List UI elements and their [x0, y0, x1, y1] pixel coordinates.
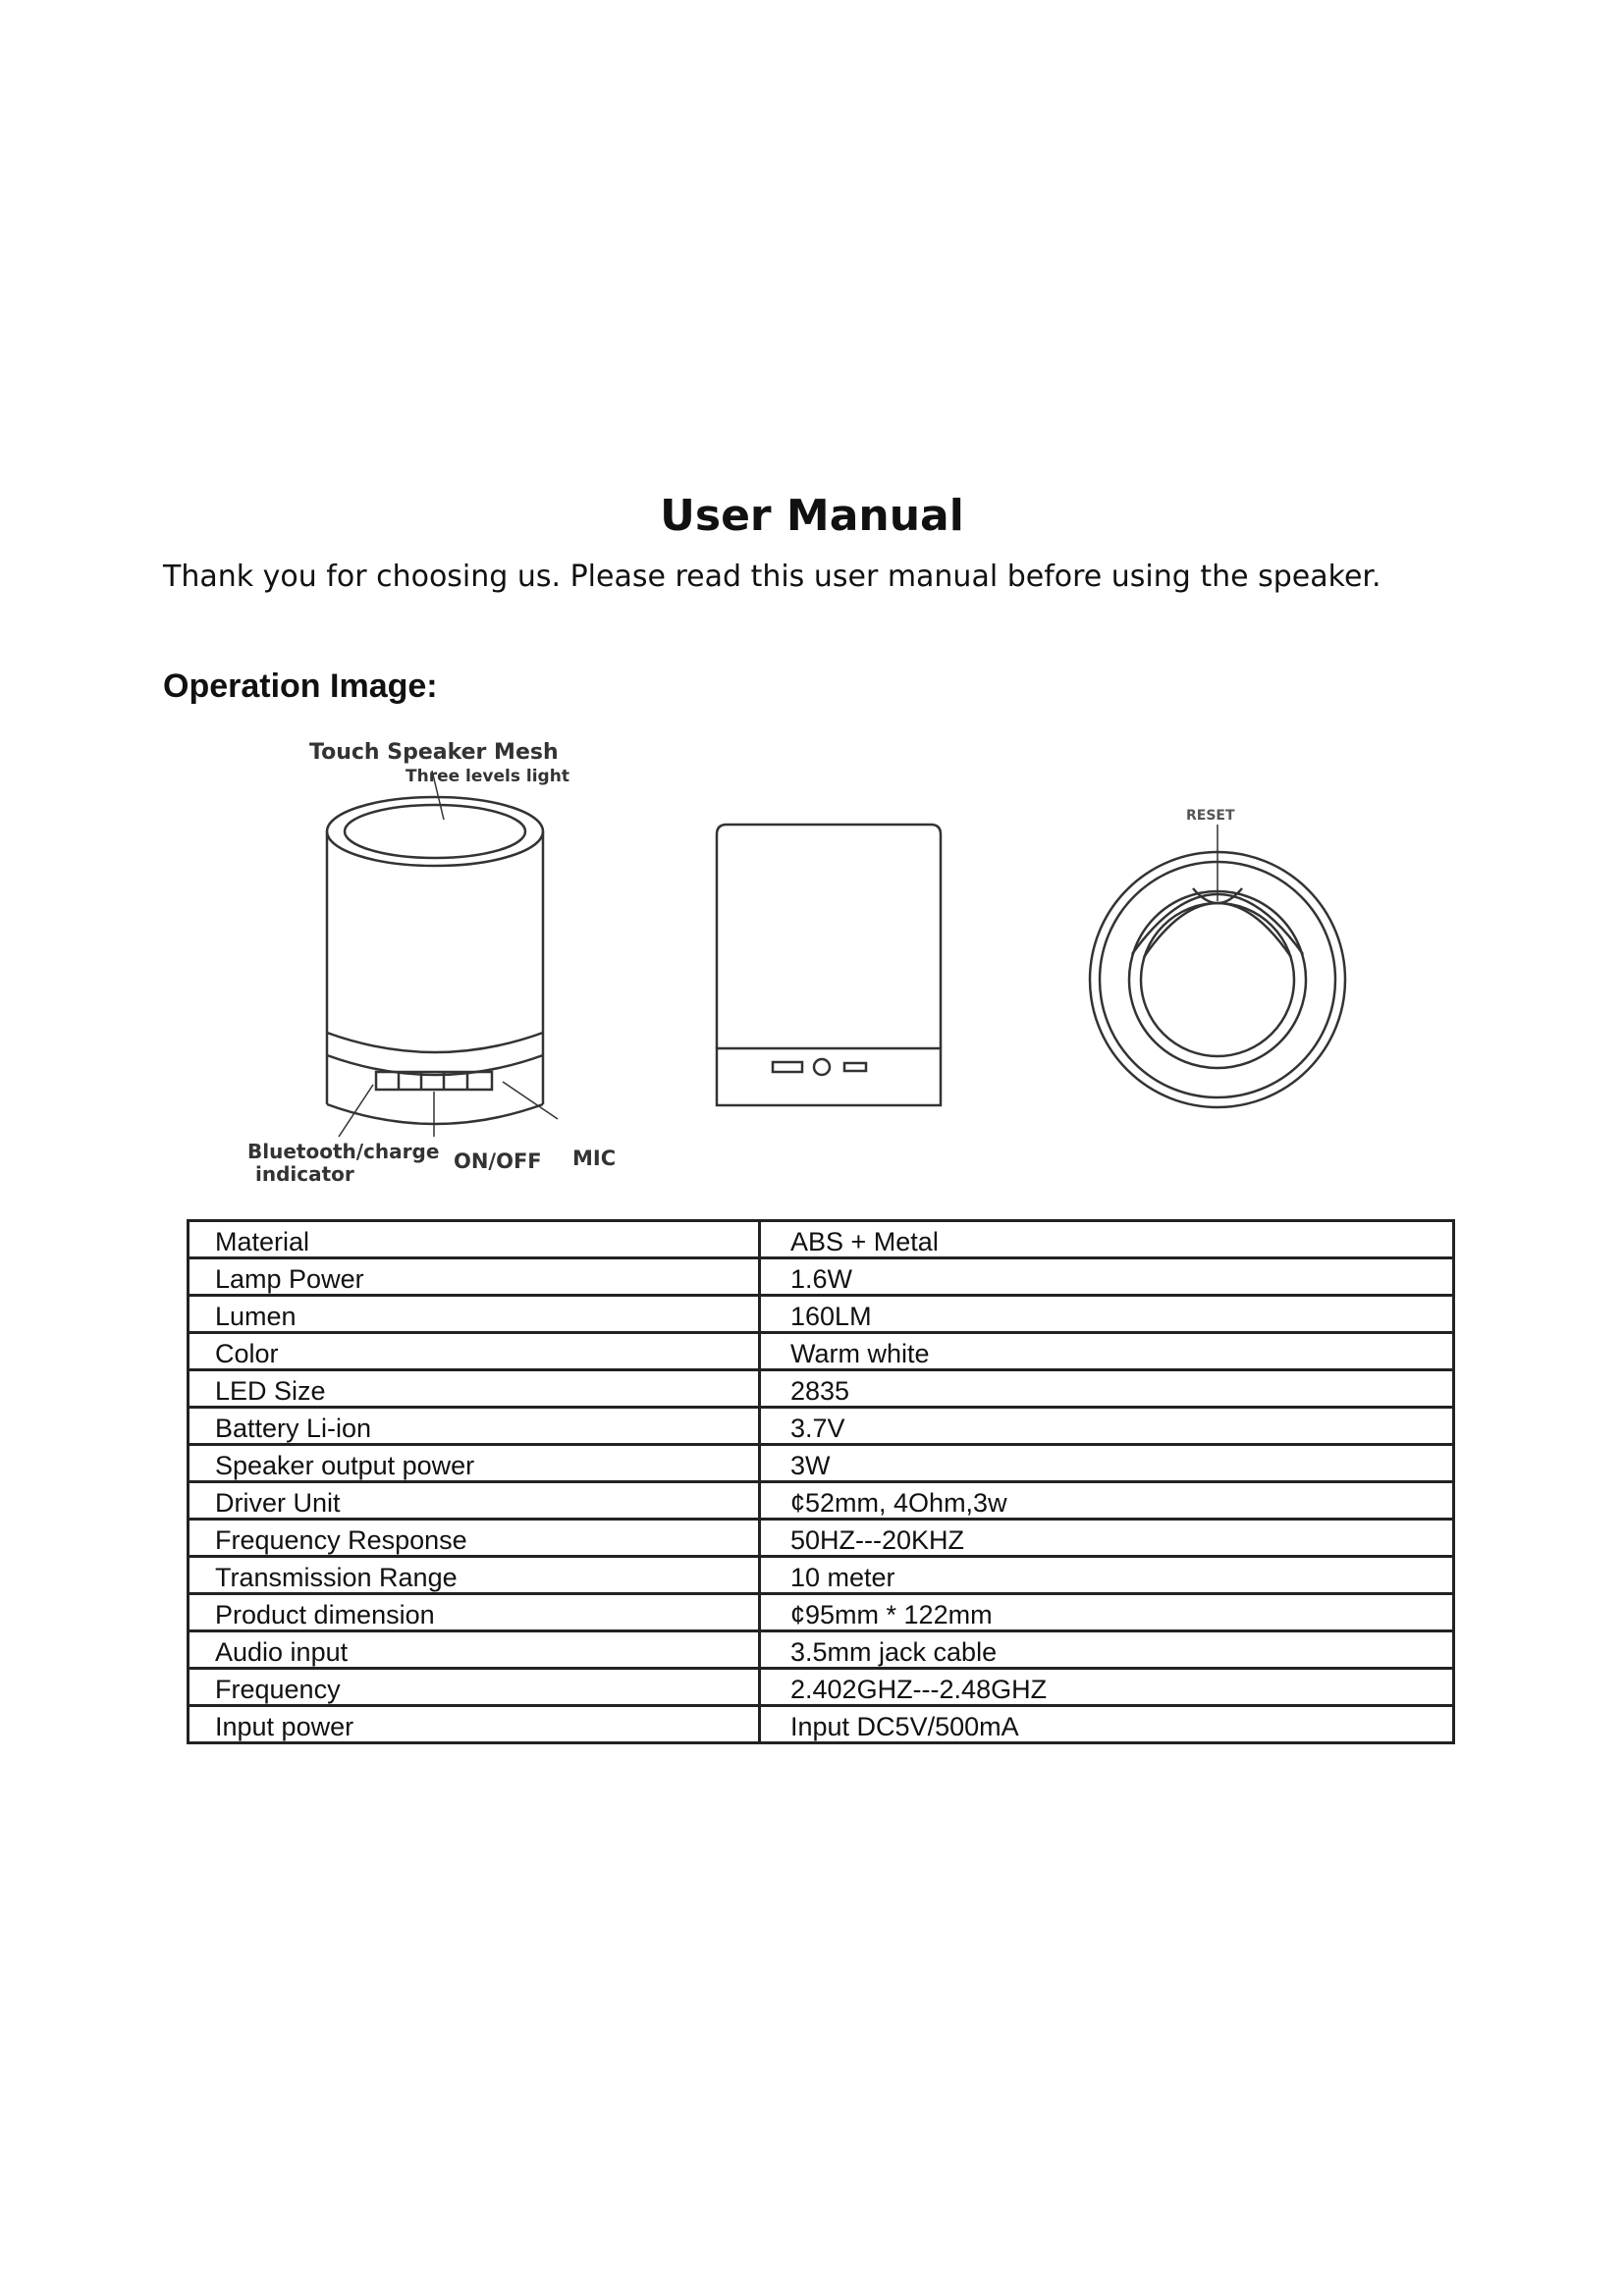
table-row — [189, 1370, 1454, 1408]
operation-diagram — [226, 726, 1404, 1198]
spec-label: Frequency Response — [189, 1520, 760, 1557]
section-heading: Operation Image: — [163, 667, 438, 705]
label-bluetooth-charge: Bluetooth/charge — [247, 1140, 440, 1163]
label-on-off: ON/OFF — [454, 1149, 542, 1173]
spec-label: Input power — [189, 1706, 760, 1743]
spec-label: Color — [189, 1333, 760, 1370]
spec-value: Input DC5V/500mA — [760, 1706, 1454, 1743]
label-reset: RESET — [1186, 808, 1235, 824]
spec-value: 160LM — [760, 1296, 1454, 1333]
table-row — [189, 1594, 1454, 1631]
spec-value: 3.7V — [760, 1408, 1454, 1445]
spec-label: Speaker output power — [189, 1445, 760, 1482]
spec-value: 2.402GHZ---2.48GHZ — [760, 1669, 1454, 1706]
table-row — [189, 1258, 1454, 1296]
spec-label: LED Size — [189, 1370, 760, 1408]
spec-label: Transmission Range — [189, 1557, 760, 1594]
table-row — [189, 1631, 1454, 1669]
spec-value: ¢95mm * 122mm — [760, 1594, 1454, 1631]
page-title: User Manual — [660, 491, 964, 541]
label-mic: MIC — [572, 1147, 617, 1170]
table-row — [189, 1221, 1454, 1258]
spec-value: 3W — [760, 1445, 1454, 1482]
label-touch-speaker-mesh: Touch Speaker Mesh — [309, 740, 559, 765]
spec-label: Driver Unit — [189, 1482, 760, 1520]
spec-value: ¢52mm, 4Ohm,3w — [760, 1482, 1454, 1520]
spec-label: Product dimension — [189, 1594, 760, 1631]
spec-label: Battery Li-ion — [189, 1408, 760, 1445]
table-row — [189, 1557, 1454, 1594]
spec-label: Lumen — [189, 1296, 760, 1333]
spec-label: Frequency — [189, 1669, 760, 1706]
spec-table — [187, 1219, 1455, 1744]
intro-text: Thank you for choosing us. Please read this user manual before using the speaker. — [163, 560, 1381, 594]
spec-value: 50HZ---20KHZ — [760, 1520, 1454, 1557]
spec-value: Warm white — [760, 1333, 1454, 1370]
table-row — [189, 1296, 1454, 1333]
label-indicator: indicator — [255, 1162, 354, 1186]
spec-table-body — [189, 1221, 1454, 1743]
table-row — [189, 1706, 1454, 1743]
table-row — [189, 1445, 1454, 1482]
spec-label: Audio input — [189, 1631, 760, 1669]
table-row — [189, 1482, 1454, 1520]
operation-image — [226, 726, 1404, 1198]
table-row — [189, 1408, 1454, 1445]
spec-value: ABS + Metal — [760, 1221, 1454, 1258]
spec-value: 10 meter — [760, 1557, 1454, 1594]
spec-value: 1.6W — [760, 1258, 1454, 1296]
table-row — [189, 1669, 1454, 1706]
label-three-levels-light: Three levels light — [406, 767, 569, 786]
speaker-back-view — [717, 825, 941, 1105]
speaker-round-view — [1090, 825, 1345, 1107]
table-row — [189, 1333, 1454, 1370]
spec-label: Material — [189, 1221, 760, 1258]
spec-value: 2835 — [760, 1370, 1454, 1408]
spec-label: Lamp Power — [189, 1258, 760, 1296]
spec-value: 3.5mm jack cable — [760, 1631, 1454, 1669]
speaker-front-view — [327, 771, 558, 1137]
table-row — [189, 1520, 1454, 1557]
